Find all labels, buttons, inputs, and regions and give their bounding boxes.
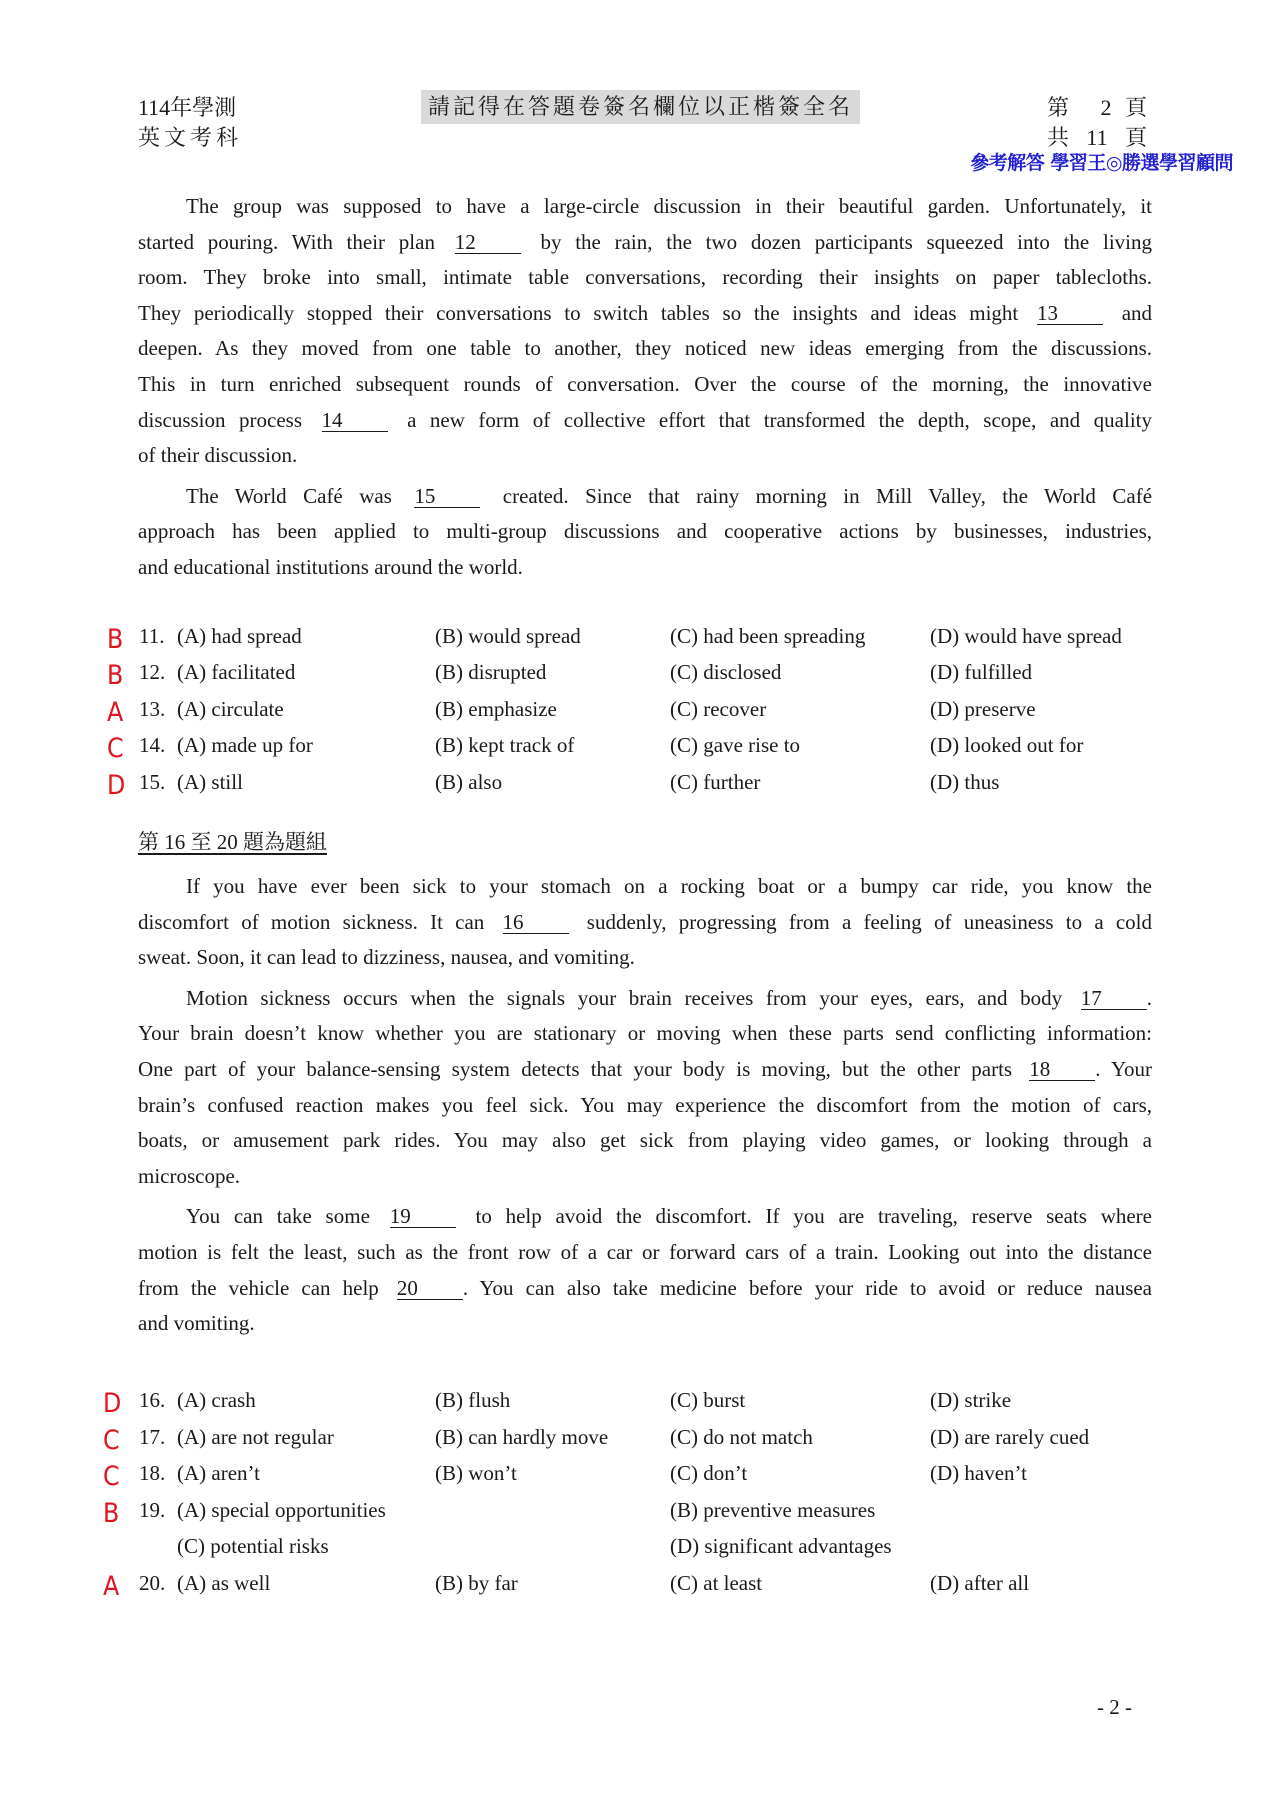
option-a: (A) facilitated (177, 660, 296, 685)
paragraph-line (138, 1306, 1152, 1342)
line-text: . (1146, 985, 1152, 1010)
option-c: (C) potential risks (177, 1534, 329, 1559)
question-number: 15. (139, 769, 166, 794)
option-d: (D) would have spread (930, 624, 1122, 648)
paragraph-line (138, 1016, 1152, 1052)
paragraph-line (138, 905, 1152, 941)
answer-key-letter: C (103, 1424, 120, 1456)
paragraph-line (138, 1088, 1152, 1124)
option-d: (D) haven’t (930, 1461, 1027, 1486)
paragraph (138, 479, 1152, 586)
question-number: 16. (139, 1388, 166, 1412)
option-d: (D) fulfilled (930, 660, 1033, 685)
line-text: The World Café was (186, 483, 392, 508)
answer-key-credit: 參考解答 學習王◎勝選學習顧問 (970, 152, 1233, 174)
option-c: (C) recover (670, 696, 767, 721)
line-text: brain’s confused reaction makes you feel sick. You may experience the discomfort from the motion of cars, (138, 1092, 1152, 1117)
question-number: 20. (139, 1571, 166, 1595)
option-d: (D) preserve (930, 696, 1036, 721)
line-text: sweat. Soon, it can lead to dizziness, nausea, and vomiting. (138, 945, 635, 970)
option-c: (C) had been spreading (670, 624, 866, 648)
option-a: (A) aren’t (177, 1461, 260, 1486)
question-row (0, 1565, 1280, 1601)
line-text: . Your (1095, 1056, 1152, 1081)
paragraph-line (138, 296, 1152, 332)
paragraph-line (138, 550, 1152, 586)
answer-key-letter: A (103, 1571, 120, 1602)
answer-key-letter: D (107, 769, 126, 801)
cloze-blank: 16 (503, 911, 569, 934)
paragraph (138, 981, 1152, 1195)
line-text: and (1121, 300, 1153, 325)
question-row (0, 1492, 1280, 1528)
line-text: . You can also take medicine before your ride to avoid or reduce nausea (462, 1275, 1153, 1300)
paragraph-line (138, 1159, 1152, 1195)
section-title-16-20: 第 16 至 20 題為題組 (138, 830, 327, 854)
line-text: Your brain doesn’t know whether you are stationary or moving when these parts send conflicting information: (138, 1021, 1152, 1046)
total-prefix: 共 (1047, 125, 1070, 150)
option-b: (B) preventive measures (670, 1497, 876, 1522)
cloze-blank: 12 (455, 231, 521, 254)
paragraph (138, 869, 1152, 976)
question-row (0, 654, 1280, 690)
cloze-blank: 19 (390, 1205, 456, 1228)
page-number-footer: - 2 - (1097, 1695, 1132, 1719)
line-text: microscope. (138, 1163, 241, 1188)
line-text: boats, or amusement park rides. You may also get sick from playing video games, or looking through a (138, 1128, 1152, 1153)
option-c: (C) at least (670, 1571, 763, 1595)
line-text: motion is felt the least, such as the front row of a car or forward cars of a train. Looking out into the distance (138, 1239, 1152, 1264)
question-row (0, 618, 1280, 654)
option-b: (B) kept track of (435, 733, 575, 758)
total-suffix: 頁 (1124, 125, 1147, 150)
current-page-line (1047, 93, 1147, 123)
question-number: 19. (139, 1497, 166, 1522)
line-text: and educational institutions around the world. (138, 554, 523, 579)
line-text: They periodically stopped their conversations to switch tables so the insights and ideas might (138, 300, 1019, 325)
total-pages-line (1047, 123, 1147, 153)
line-text: from the vehicle can help (138, 1275, 379, 1300)
line-text: One part of your balance-sensing system detects that your body is moving, but the other parts (138, 1056, 1013, 1081)
question-number: 14. (139, 733, 166, 758)
question-row (0, 691, 1280, 727)
cloze-blank: 17 (1081, 987, 1147, 1010)
option-c: (C) further (670, 769, 761, 794)
option-c: (C) gave rise to (670, 733, 801, 758)
question-number: 17. (139, 1424, 166, 1449)
option-d: (D) looked out for (930, 733, 1084, 758)
line-text: This in turn enriched subsequent rounds of conversation. Over the course of the morning, the innovative (138, 371, 1152, 396)
option-c: (C) do not match (670, 1424, 813, 1449)
line-text: room. They broke into small, intimate table conversations, recording their insights on paper tablecloths. (138, 265, 1152, 290)
line-text: The group was supposed to have a large-circle discussion in their beautiful garden. Unfortunately, it (186, 194, 1152, 218)
option-d: (D) after all (930, 1571, 1030, 1595)
option-b: (B) disrupted (435, 660, 547, 685)
paragraph-line (138, 1271, 1152, 1307)
line-text: discussion process (138, 407, 303, 432)
question-row (0, 1455, 1280, 1491)
option-a: (A) crash (177, 1388, 256, 1412)
passage-motion-sickness (138, 869, 1152, 1342)
option-b: (B) also (435, 769, 503, 794)
cloze-blank: 13 (1037, 302, 1103, 325)
answer-key-letter: C (107, 733, 124, 765)
cloze-blank: 14 (322, 409, 388, 432)
line-text: If you have ever been sick to your stomach on a rocking boat or a bumpy car ride, you know the (186, 874, 1152, 898)
question-row (0, 1419, 1280, 1455)
answer-key-letter: B (107, 624, 124, 655)
option-c: (C) disclosed (670, 660, 782, 685)
page-prefix: 第 (1047, 95, 1070, 120)
paragraph-line (138, 1052, 1152, 1088)
option-b: (B) won’t (435, 1461, 517, 1486)
option-a: (A) special opportunities (177, 1497, 386, 1522)
option-a: (A) circulate (177, 696, 284, 721)
passage-world-cafe (138, 189, 1152, 586)
subject-label: 英文考科 (138, 125, 243, 150)
option-a: (A) as well (177, 1571, 271, 1595)
line-text: by the rain, the two dozen participants squeezed into the living (540, 229, 1153, 254)
paragraph-line (138, 260, 1152, 296)
question-number: 13. (139, 696, 166, 721)
paragraph-line (138, 1235, 1152, 1271)
paragraph-line (138, 479, 1152, 515)
line-text: Motion sickness occurs when the signals your brain receives from your eyes, ears, and body (186, 985, 1063, 1010)
paragraph-line (138, 1123, 1152, 1159)
option-a: (A) still (177, 769, 243, 794)
line-text: discomfort of motion sickness. It can (138, 909, 485, 934)
paragraph-line (138, 331, 1152, 367)
question-row (0, 764, 1280, 800)
line-text: a new form of collective effort that transformed the depth, scope, and quality (407, 407, 1153, 432)
paragraph (138, 1199, 1152, 1341)
line-text: and vomiting. (138, 1311, 255, 1336)
line-text: started pouring. With their plan (138, 229, 435, 254)
paragraph-line (138, 514, 1152, 550)
option-d: (D) significant advantages (670, 1534, 892, 1559)
option-b: (B) by far (435, 1571, 518, 1595)
signature-notice: 請記得在答題卷簽名欄位以正楷簽全名 (421, 90, 860, 124)
question-number: 11. (139, 624, 165, 648)
option-d: (D) strike (930, 1388, 1012, 1412)
option-b: (B) can hardly move (435, 1424, 609, 1449)
line-text: You can take some (186, 1204, 370, 1229)
total-page-number: 11 (1086, 125, 1108, 150)
option-d: (D) thus (930, 769, 1000, 794)
answer-key-letter: B (107, 660, 124, 692)
cloze-blank: 15 (414, 485, 480, 508)
option-d: (D) are rarely cued (930, 1424, 1090, 1449)
option-b: (B) emphasize (435, 696, 557, 721)
paragraph-line (138, 225, 1152, 261)
paragraph-line (138, 438, 1152, 474)
page-suffix: 頁 (1124, 95, 1147, 120)
option-b: (B) would spread (435, 624, 581, 648)
question-row (0, 1382, 1280, 1418)
question-row-continued (0, 1528, 1280, 1564)
current-page-number: 2 (1100, 95, 1112, 120)
paragraph-line (138, 189, 1152, 225)
paragraph-line (138, 981, 1152, 1017)
exam-header-left (138, 93, 242, 153)
option-a: (A) had spread (177, 624, 302, 648)
line-text: deepen. As they moved from one table to another, they noticed new ideas emerging from the discussions. (138, 336, 1152, 361)
option-c: (C) don’t (670, 1461, 748, 1486)
paragraph-line (138, 869, 1152, 905)
cloze-blank: 18 (1029, 1058, 1095, 1081)
answer-key-letter: A (107, 696, 124, 728)
line-text: of their discussion. (138, 443, 298, 468)
answer-key-letter: B (103, 1497, 120, 1529)
paragraph-line (138, 940, 1152, 976)
answer-key-letter: D (103, 1388, 122, 1419)
paragraph-line (138, 1199, 1152, 1235)
question-row (0, 727, 1280, 763)
option-c: (C) burst (670, 1388, 746, 1412)
line-text: approach has been applied to multi-group discussions and cooperative actions by businesses, industries, (138, 519, 1152, 544)
answer-key-letter: C (103, 1461, 120, 1493)
option-a: (A) made up for (177, 733, 313, 758)
question-number: 12. (139, 660, 166, 685)
line-text: created. Since that rainy morning in Mill Valley, the World Café (502, 483, 1153, 508)
line-text: to help avoid the discomfort. If you are traveling, reserve seats where (475, 1204, 1152, 1229)
line-text: suddenly, progressing from a feeling of uneasiness to a cold (586, 909, 1153, 934)
paragraph-line (138, 367, 1152, 403)
question-number: 18. (139, 1461, 166, 1486)
exam-year-label: 114年學測 (138, 95, 237, 120)
cloze-blank: 20 (397, 1277, 463, 1300)
option-b: (B) flush (435, 1388, 511, 1412)
paragraph (138, 189, 1152, 474)
option-a: (A) are not regular (177, 1424, 334, 1449)
page-indicator (1047, 93, 1147, 153)
paragraph-line (138, 403, 1152, 439)
